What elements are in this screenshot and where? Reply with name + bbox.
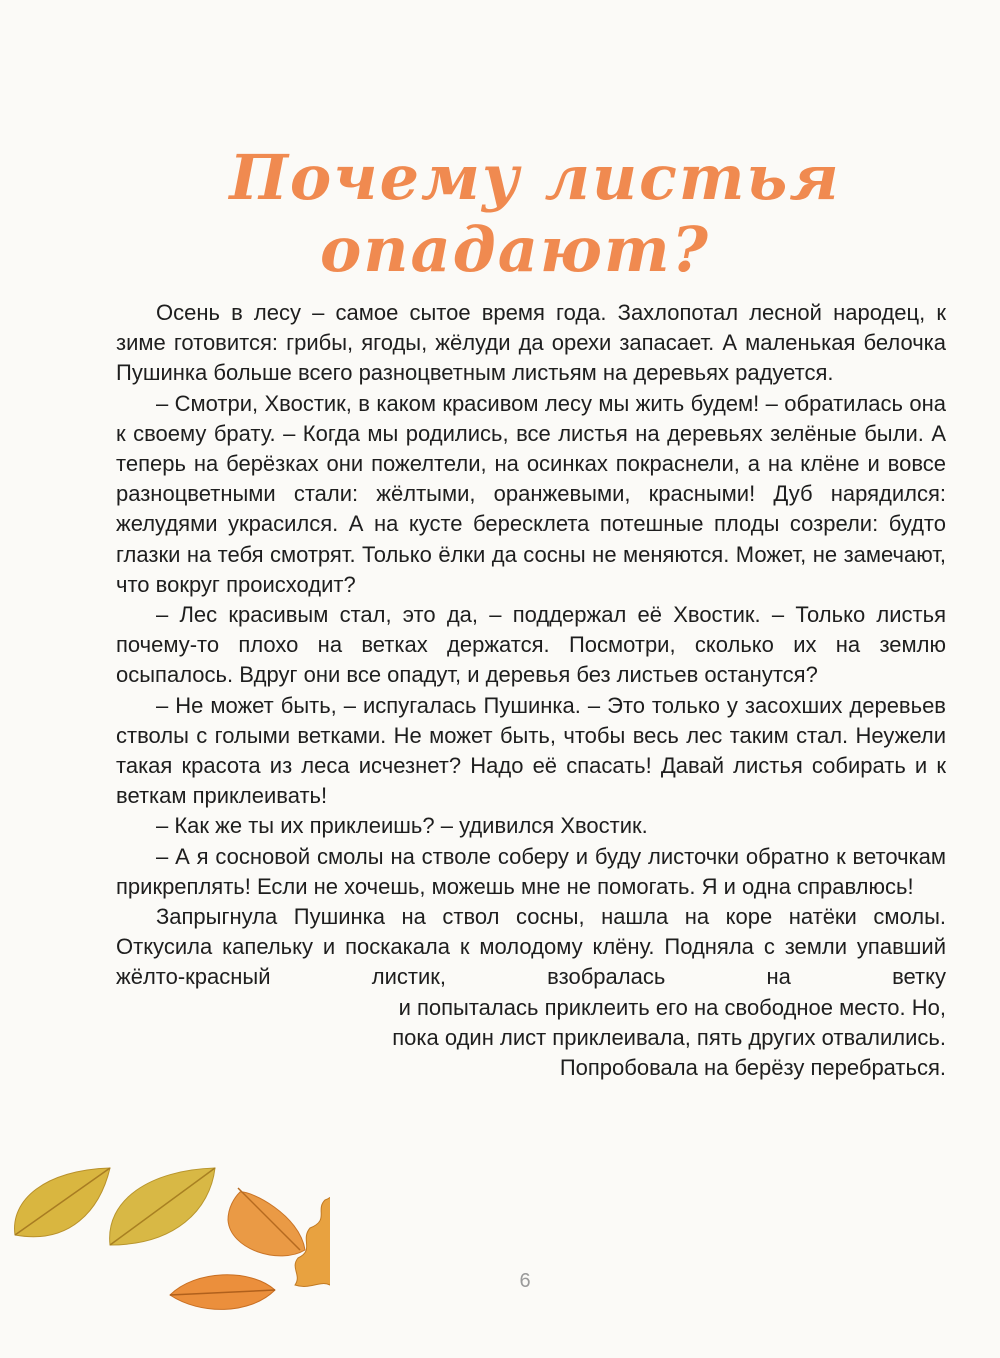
maple-leaf-icon (170, 1275, 275, 1310)
paragraph: Запрыгнула Пушинка на ствол сосны, нашла на коре натёки смолы. Откусила капельку и поскакала к молодому клёну. Подняла с земли упавший жёлто-красный листик, взобралась на ветку (116, 904, 946, 990)
aspen-leaf-icon (228, 1188, 305, 1256)
paragraph-continuation (116, 993, 946, 1084)
paragraph: – Как же ты их приклеишь? – удивился Хвостик. (156, 813, 648, 839)
paragraph: – А я сосновой смолы на стволе соберу и буду листочки обратно к веточкам прикреплять! Если не хочешь, можешь мне не помогать. Я и одна справлюсь! (116, 843, 946, 899)
paragraph: – Не может быть, – испугалась Пушинка. – Это только у засохших деревьев стволы с голыми ветками. Не может быть, чтобы весь лес таким стал. Неужели такая красота из леса исчезнет? Надо её спасать! Давай листья собирать и к веткам приклеивать! (116, 692, 946, 809)
oak-leaf-icon (295, 1170, 330, 1286)
story-text (116, 298, 946, 1083)
birch-leaf-icon (110, 1168, 215, 1245)
paragraph: Осень в лесу – самое сытое время года. Захлопотал лесной народец, к зиме готовится: грибы, ягоды, жёлуди да орехи запасает. А маленькая белочка Пушинка больше всего разноцветным листьям на деревьях радуется. (116, 300, 946, 386)
page-number: 6 (519, 1270, 531, 1292)
title-line-1: Почему листья (229, 140, 841, 214)
birch-leaf-icon (15, 1168, 110, 1237)
paragraph: – Смотри, Хвостик, в каком красивом лесу мы жить будем! – обратилась она к своему брату. – Когда мы родились, все листья на деревьях зелёные были. А теперь на берёзках они пожелтели, на осинках покраснели, а на клёне и вовсе разноцветными стали: жёлтыми, оранжевыми, красными! Дуб нарядился: желудями украсился. А на кусте бересклета потешные плоды созрели: будто глазки на тебя смотрят. Только ёлки да сосны не меняются. Может, не замечают, что вокруг происходит? (116, 390, 946, 597)
page-title (0, 142, 1000, 286)
paragraph: – Лес красивым стал, это да, – поддержал её Хвостик. – Только листья почему-то плохо на ветках держатся. Посмотри, сколько их на землю осыпалось. Вдруг они все опадут, и деревья без листьев останутся? (116, 602, 946, 688)
text-line: и попыталась приклеить его на свободное место. Но, (398, 994, 946, 1020)
autumn-leaves-illustration (0, 1140, 330, 1340)
text-line: пока один лист приклеивала, пять других отвалились. (392, 1024, 946, 1050)
text-line: Попробовала на берёзу перебраться. (559, 1055, 946, 1081)
title-line-2: опадают? (320, 212, 710, 286)
